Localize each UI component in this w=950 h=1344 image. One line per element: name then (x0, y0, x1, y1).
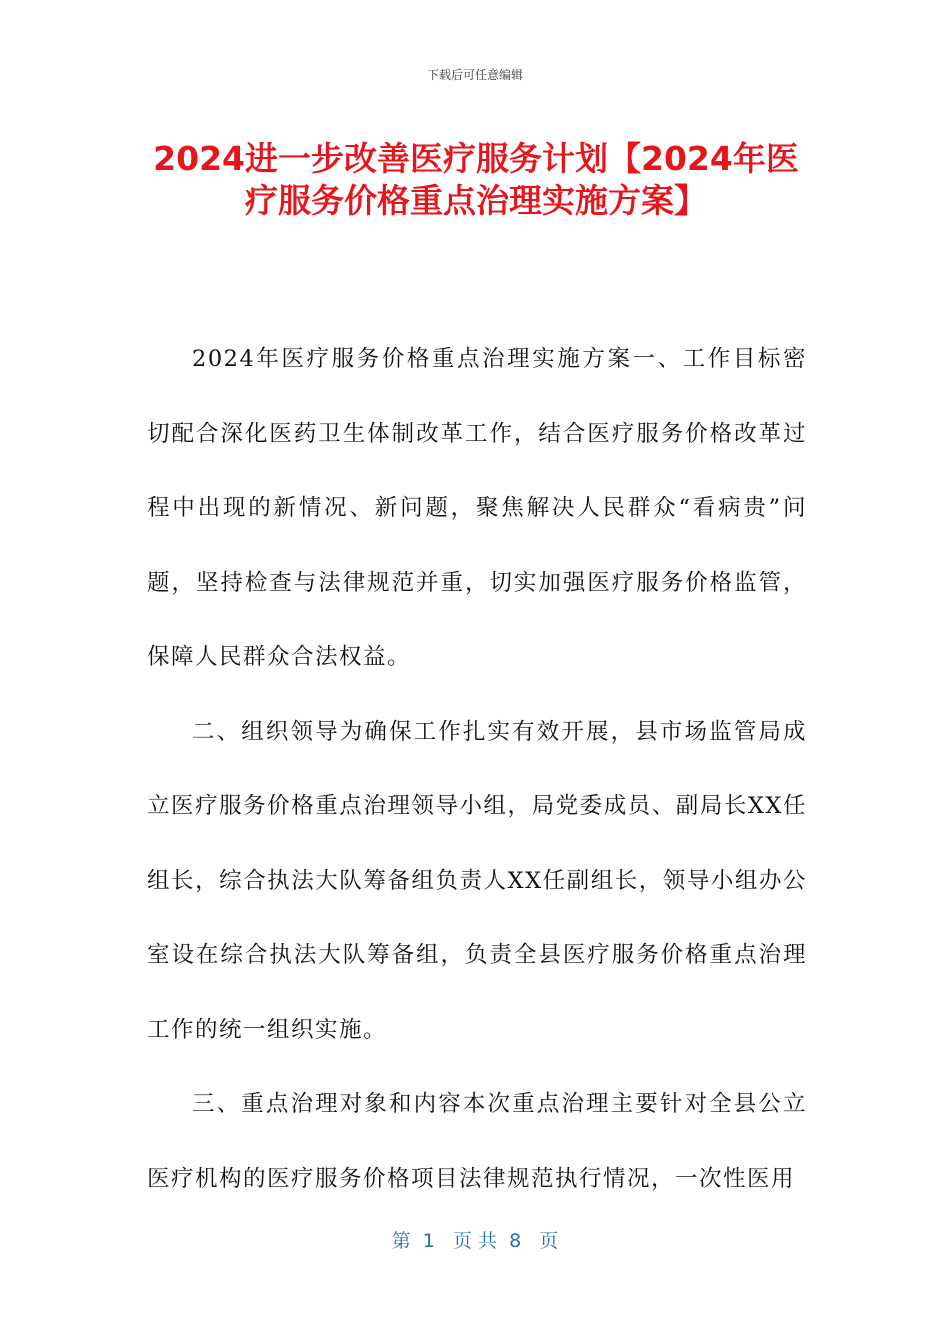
paragraph-work-goals: 2024年医疗服务价格重点治理实施方案一、工作目标密切配合深化医药卫生体制改革工作，结合医疗服务价格改革过程中出现的新情况、新问题，聚焦解决人民群众“看病贵”问题，坚持检查与法律规范并重，切实加强医疗服务价格监管，保障人民群众合法权益。 (147, 346, 807, 670)
paragraph-key-targets: 三、重点治理对象和内容本次重点治理主要针对全县公立医疗机构的医疗服务价格项目法律规范执行情况，一次性医用 (147, 1091, 807, 1192)
paragraph-organization: 二、组织领导为确保工作扎实有效开展，县市场监管局成立医疗服务价格重点治理领导小组，局党委成员、副局长XX任组长，综合执法大队筹备组负责人XX任副组长，领导小组办公室设在综合执法大队筹备组，负责全县医疗服务价格重点治理工作的统一组织实施。 (147, 718, 807, 1043)
document-body (147, 322, 807, 1216)
page-number-footer: 第 1 页 共 8 页 (391, 1230, 559, 1252)
document-title: 2024进一步改善医疗服务计划【2024年医疗服务价格重点治理实施方案】 (153, 139, 799, 220)
page-header-note: 下载后可任意编辑 (426, 68, 523, 82)
